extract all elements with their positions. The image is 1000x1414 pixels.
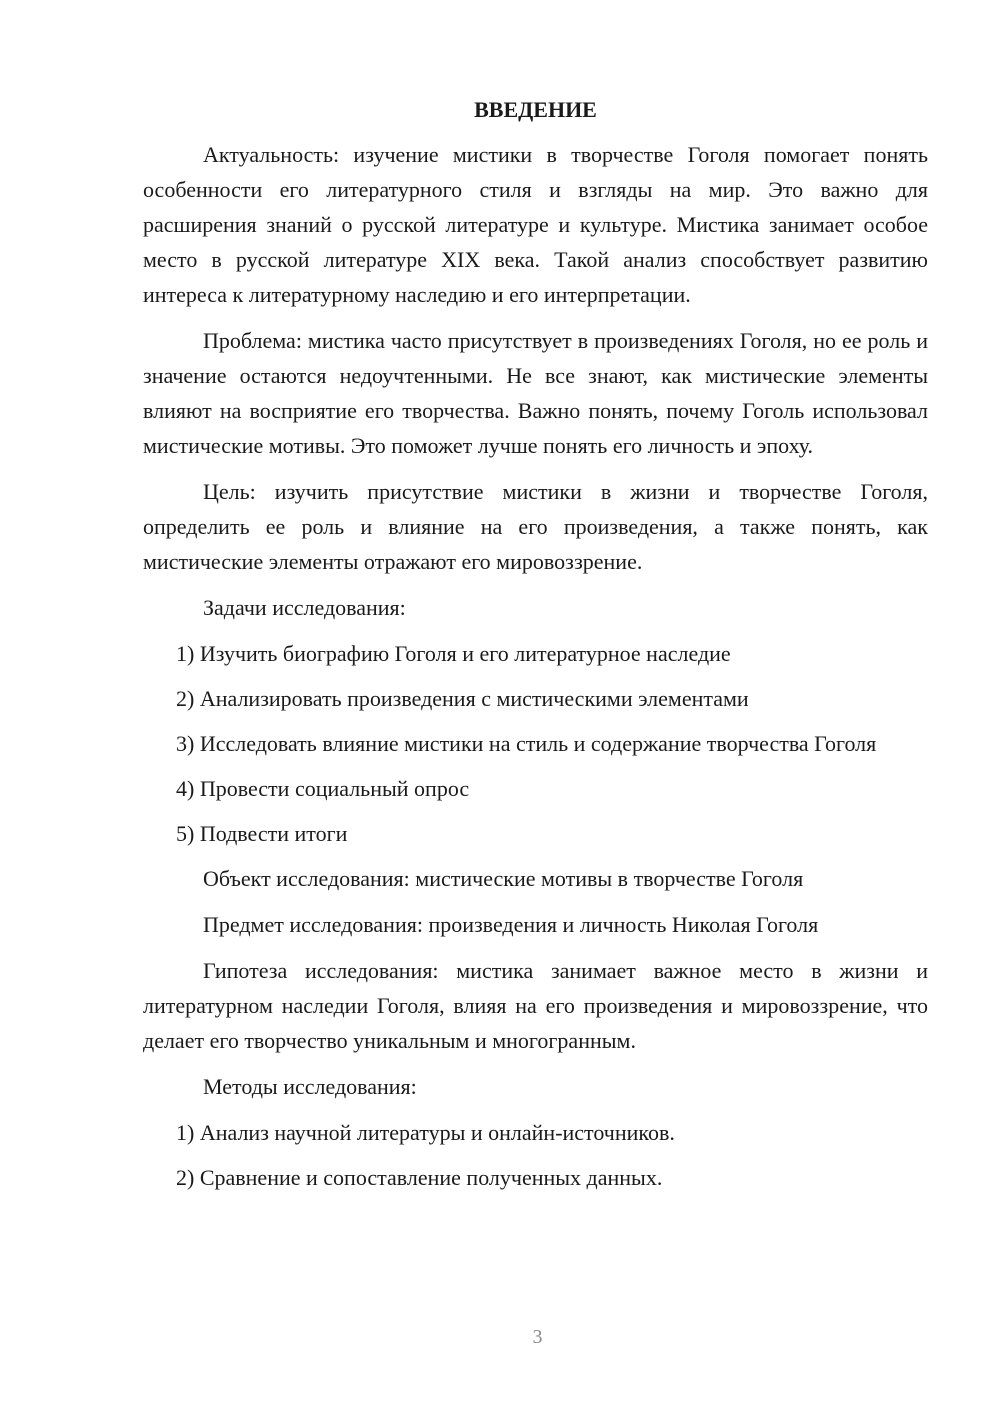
task-item: 1) Изучить биографию Гоголя и его литературное наследие xyxy=(176,641,731,666)
document-page xyxy=(143,92,928,1205)
task-item: 2) Анализировать произведения с мистическими элементами xyxy=(176,686,749,711)
tasks-heading: Задачи исследования: xyxy=(203,595,406,620)
page-number: 3 xyxy=(532,1326,543,1348)
relevance-paragraph: Актуальность: изучение мистики в творчестве Гоголя помогает понять особенности его литературного стиля и взгляды на мир. Это важно для расширения знаний о русской литературе и культуре. Мистика занимает особое место в русской литературе XIX века. Такой анализ способствует развитию интереса к литературному наследию и его интерпретации. xyxy=(143,142,928,307)
method-item: 2) Сравнение и сопоставление полученных данных. xyxy=(176,1165,663,1190)
task-item: 3) Исследовать влияние мистики на стиль и содержание творчества Гоголя xyxy=(176,731,877,756)
method-item: 1) Анализ научной литературы и онлайн-источников. xyxy=(176,1120,675,1145)
methods-heading: Методы исследования: xyxy=(203,1074,417,1099)
task-item: 5) Подвести итоги xyxy=(176,821,348,846)
task-item: 4) Провести социальный опрос xyxy=(176,776,470,801)
goal-paragraph: Цель: изучить присутствие мистики в жизни и творчестве Гоголя, определить ее роль и влияние на его произведения, а также понять, как мистические элементы отражают его мировоззрение. xyxy=(143,479,928,574)
hypothesis-paragraph: Гипотеза исследования: мистика занимает важное место в жизни и литературном наследии Гоголя, влияя на его произведения и мировоззрение, что делает его творчество уникальным и многогранным. xyxy=(143,958,928,1053)
subject-paragraph: Предмет исследования: произведения и личность Николая Гоголя xyxy=(203,912,819,937)
page-title: ВВЕДЕНИЕ xyxy=(474,97,597,122)
problem-paragraph: Проблема: мистика часто присутствует в произведениях Гоголя, но ее роль и значение остаются недоучтенными. Не все знают, как мистические элементы влияют на восприятие его творчества. Важно понять, почему Гоголь использовал мистические мотивы. Это поможет лучше понять его личность и эпоху. xyxy=(143,328,928,458)
object-paragraph: Объект исследования: мистические мотивы в творчестве Гоголя xyxy=(203,866,804,891)
